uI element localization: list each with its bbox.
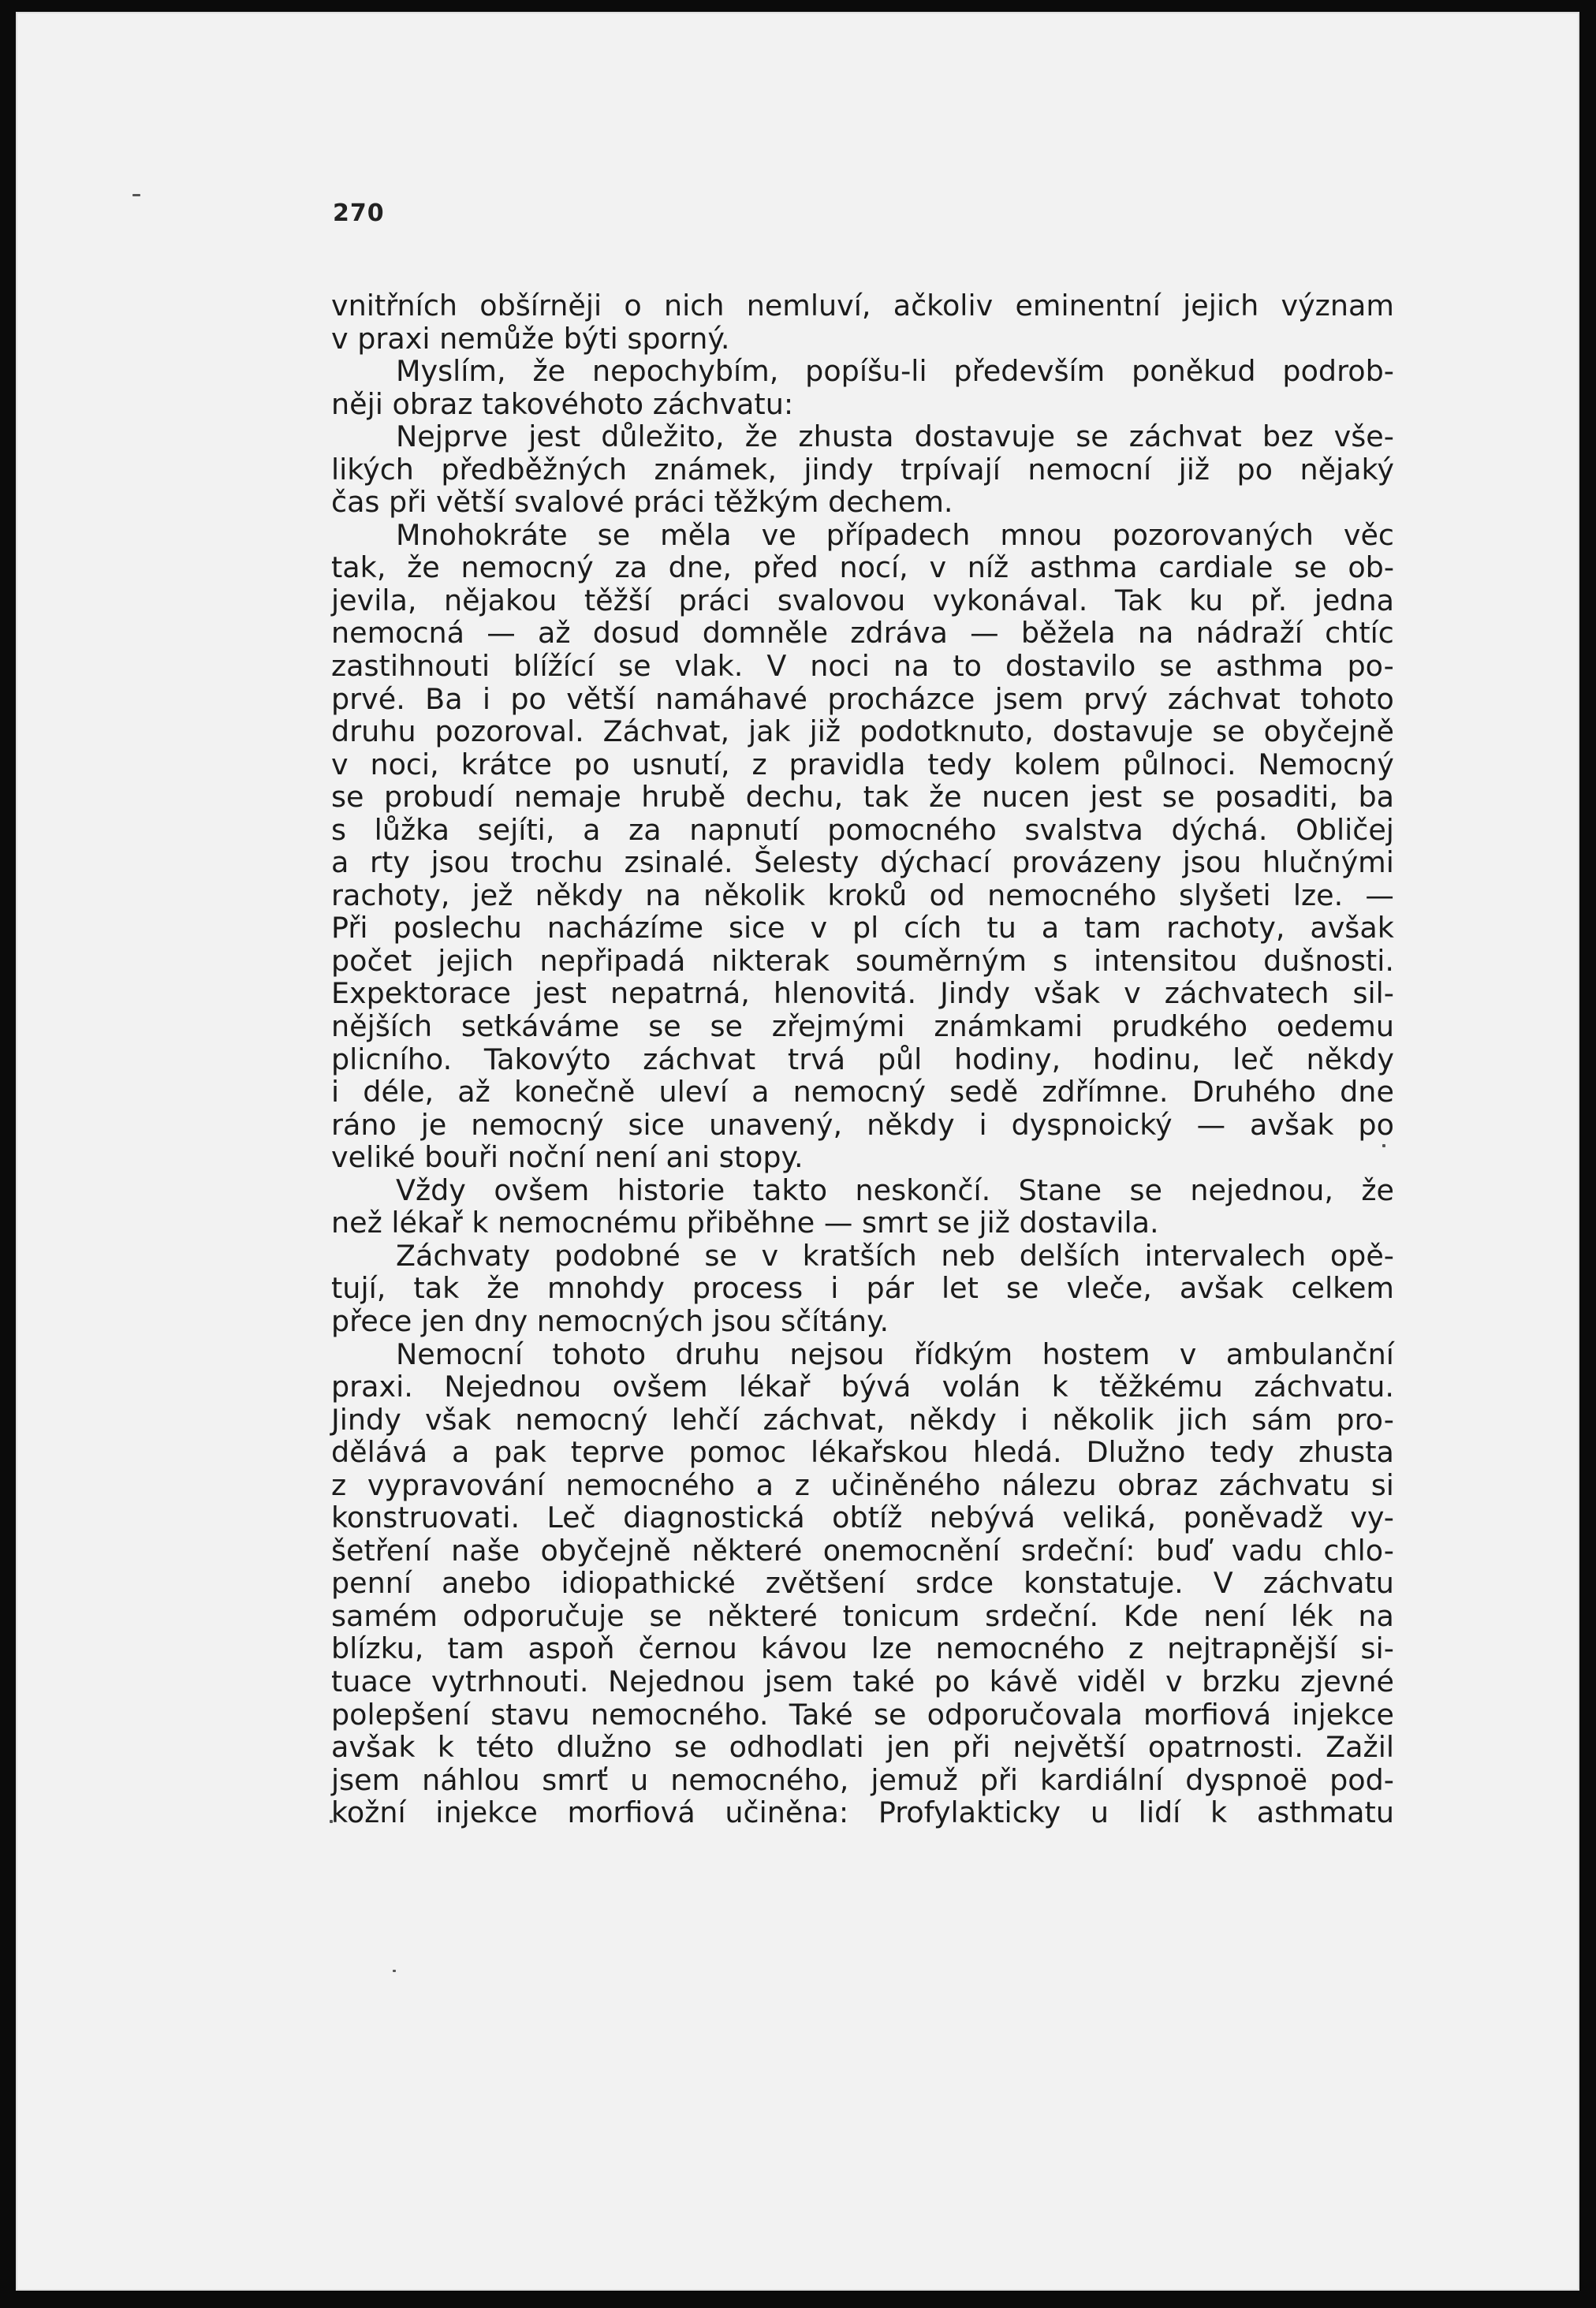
margin-speck (393, 1970, 396, 1972)
text-line: zastihnouti blížící se vlak. V noci na to dostavilo se asthma po- (331, 649, 1394, 684)
text-line: samém odporučuje se některé tonicum srdeční. Kde není lék na (331, 1598, 1394, 1633)
text-line: Záchvaty podobné se v kratších neb delších intervalech opě- (396, 1238, 1394, 1273)
margin-speck (132, 194, 140, 196)
text-line: konstruovati. Leč diagnostická obtíž nebývá veliká, poněvadž vy- (331, 1501, 1394, 1535)
text-line: i déle, až konečně uleví a nemocný sedě zdřímne. Druhého dne (331, 1075, 1394, 1109)
text-line: blízku, tam aspoň černou kávou lze nemocného z nejtrapnější si- (331, 1631, 1394, 1666)
text-line: rachoty, jež někdy na několik kroků od nemocného slyšeti lze. — (331, 878, 1394, 912)
text-line: praxi. Nejednou ovšem lékař bývá volán k těžkému záchvatu. (331, 1370, 1394, 1404)
text-line: šetření naše obyčejně některé onemocnění srdeční: buď vadu chlo- (331, 1533, 1394, 1568)
text-line: z vypravování nemocného a z učiněného nálezu obraz záchvatu si (331, 1467, 1394, 1502)
text-line: Nemocní tohoto druhu nejsou řídkým hostem v ambulanční (396, 1337, 1394, 1371)
text-line: nemocná — až dosud domněle zdráva — běžela na nádraží chtíc (331, 616, 1394, 651)
text-line: v noci, krátce po usnutí, z pravidla tedy kolem půlnoci. Nemocný (331, 747, 1394, 781)
text-line: Při poslechu nacházíme sice v pl cích tu a tam rachoty, avšak (331, 911, 1394, 945)
text-line: penní anebo idiopathické zvětšení srdce konstatuje. V záchvatu (331, 1566, 1394, 1601)
text-line: v praxi nemůže býti sporný. (331, 321, 730, 356)
text-line: se probudí nemaje hrubě dechu, tak že nucen jest se posaditi, ba (331, 780, 1394, 815)
text-line: kožní injekce morfiová učiněna: Profylakticky u lidí k asthmatu (331, 1795, 1394, 1830)
text-line: polepšení stavu nemocného. Také se odporučovala morfiová injekce (331, 1697, 1394, 1732)
document-page (16, 12, 1579, 2291)
text-line: tují, tak že mnohdy process i pár let se vleče, avšak celkem (331, 1271, 1394, 1306)
text-line: plicního. Takovýto záchvat trvá půl hodiny, hodinu, leč někdy (331, 1042, 1394, 1076)
text-line: veliké bouři noční není ani stopy. (331, 1140, 804, 1175)
text-line: Jindy však nemocný lehčí záchvat, někdy i několik jich sám pro- (331, 1402, 1394, 1437)
text-line: Vždy ovšem historie takto neskončí. Stane se nejednou, že (396, 1173, 1394, 1207)
text-line: avšak k této dlužno se odhodlati jen při největší opatrnosti. Zažil (331, 1730, 1394, 1765)
text-line: jevila, nějakou těžší práci svalovou vykonával. Tak ku př. jedna (331, 583, 1394, 617)
body-text (331, 289, 1394, 1829)
text-line: Myslím, že nepochybím, popíšu-li především poněkud podrob- (396, 354, 1394, 389)
text-line: než lékař k nemocnému přiběhne — smrt se již dostavila. (331, 1206, 1159, 1240)
text-line: přece jen dny nemocných jsou sčítány. (331, 1303, 889, 1338)
text-line: s lůžka sejíti, a za napnutí pomocného svalstva dýchá. Obličej (331, 812, 1394, 847)
text-line: čas při větší svalové práci těžkým dechem. (331, 485, 953, 520)
text-line: likých předběžných známek, jindy trpívají nemocní již po nějaký (331, 452, 1394, 487)
text-line: tuace vytrhnouti. Nejednou jsem také po kávě viděl v brzku zjevné (331, 1664, 1394, 1698)
text-line: Mnohokráte se měla ve případech mnou pozorovaných věc (396, 517, 1394, 552)
text-line: počet jejich nepřipadá nikterak souměrným s intensitou dušnosti. (331, 943, 1394, 978)
page-number: 270 (333, 199, 385, 227)
text-line: druhu pozoroval. Záchvat, jak již podotknuto, dostavuje se obyčejně (331, 714, 1394, 749)
text-line: dělává a pak teprve pomoc lékařskou hledá. Dlužno tedy zhusta (331, 1435, 1394, 1470)
text-line: něji obraz takovéhoto záchvatu: (331, 386, 794, 421)
text-line: Expektorace jest nepatrná, hlenovitá. Jindy však v záchvatech sil- (331, 976, 1394, 1011)
text-line: vnitřních obšírněji o nich nemluví, ačkoliv eminentní jejich význam (331, 289, 1394, 323)
text-line: nějších setkáváme se se zřejmými známkami prudkého oedemu (331, 1009, 1394, 1044)
text-line: tak, že nemocný za dne, před nocí, v níž asthma cardiale se ob- (331, 550, 1394, 585)
text-line: jsem náhlou smrť u nemocného, jemuž při kardiální dyspnoë pod- (331, 1762, 1394, 1797)
text-line: prvé. Ba i po větší namáhavé procházce jsem prvý záchvat tohoto (331, 681, 1394, 716)
text-line: a rty jsou trochu zsinalé. Šelesty dýchací provázeny jsou hlučnými (331, 845, 1394, 880)
text-line: ráno je nemocný sice unavený, někdy i dyspnoický — avšak po (331, 1107, 1394, 1142)
text-line: Nejprve jest důležito, že zhusta dostavuje se záchvat bez vše- (396, 419, 1394, 454)
